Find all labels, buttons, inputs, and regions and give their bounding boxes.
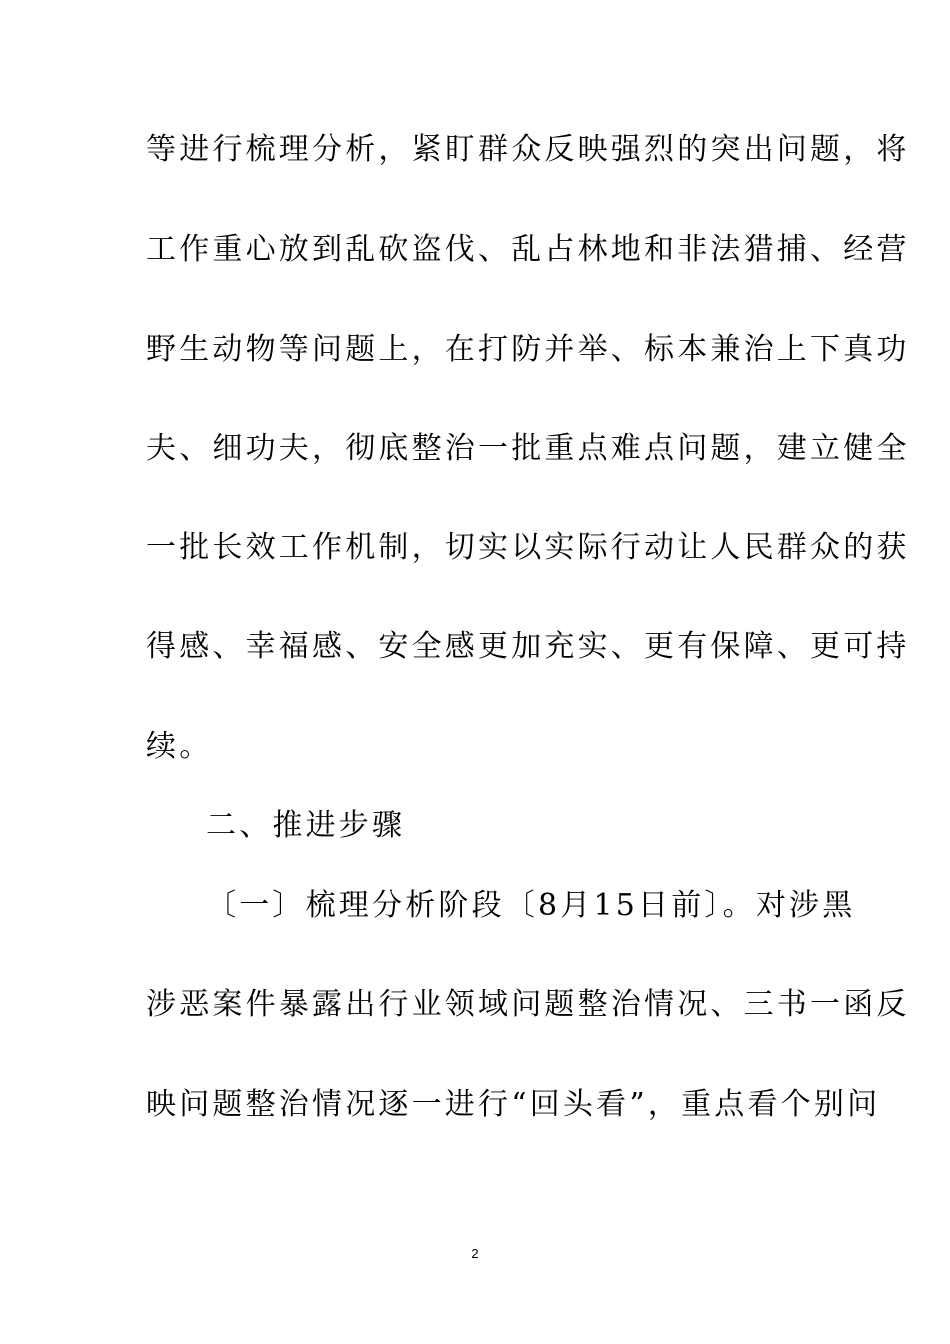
- page-number: 2: [471, 1246, 479, 1261]
- body-text-line: 续。: [146, 729, 213, 764]
- section-heading: 二、推进步骤: [206, 808, 406, 843]
- body-text-line: 工作重心放到乱砍盗伐、乱占林地和非法猎捕、经营: [146, 232, 910, 267]
- body-text-line: 等进行梳理分析，紧盯群众反映强烈的突出问题，将: [146, 132, 910, 167]
- body-text-line: 〔一〕梳理分析阶段〔8月15日前〕。对涉黑: [206, 888, 856, 923]
- body-text-line: 得感、幸福感、安全感更加充实、更有保障、更可持: [146, 629, 910, 664]
- body-text-line: 野生动物等问题上，在打防并举、标本兼治上下真功: [146, 332, 910, 367]
- body-text-line: 映问题整治情况逐一进行“回头看”，重点看个别问: [146, 1087, 881, 1122]
- body-text-line: 涉恶案件暴露出行业领域问题整治情况、三书一函反: [146, 987, 910, 1022]
- body-text-line: 夫、细功夫，彻底整治一批重点难点问题，建立健全: [146, 431, 910, 466]
- body-text-line: 一批长效工作机制，切实以实际行动让人民群众的获: [146, 530, 910, 565]
